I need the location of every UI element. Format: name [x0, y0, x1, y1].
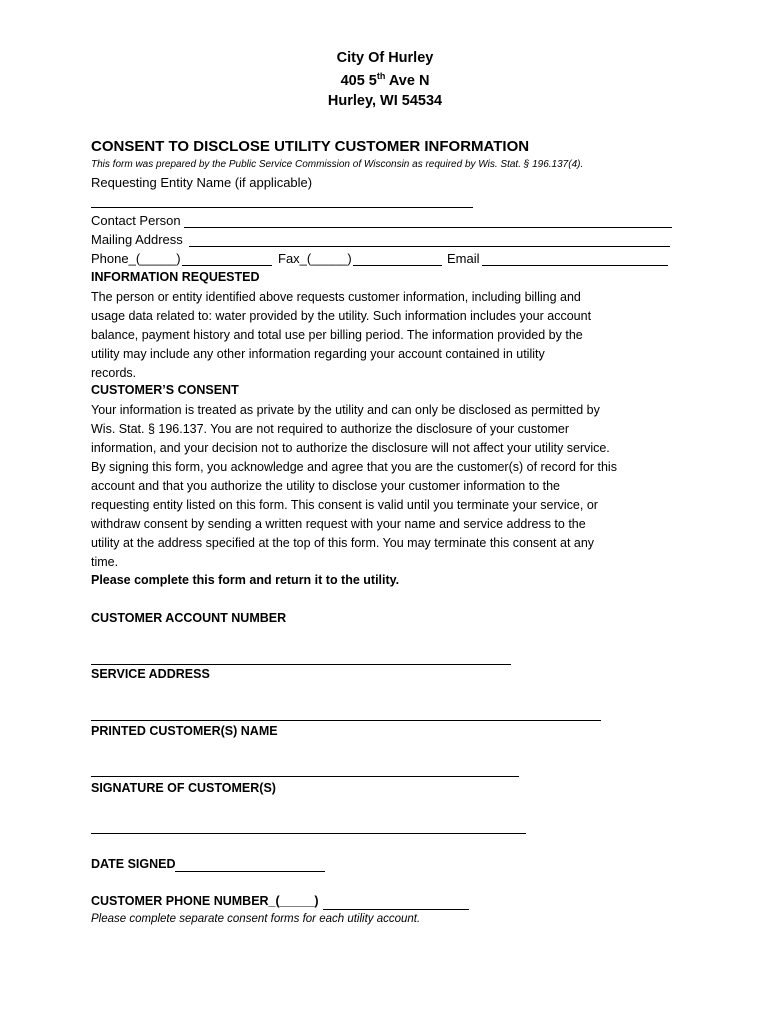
service-address-line[interactable]	[91, 720, 601, 721]
date-signed-line[interactable]	[175, 871, 325, 872]
contact-person-line[interactable]	[184, 227, 672, 228]
info-requested-text: The person or entity identified above requests customer information, including billing and usage data related to: water provided by the utility. Such information includes your account balance, payment history and total use per billing period. The information provided by the utility may include any other information regarding your account contained in utility records.	[91, 290, 592, 380]
consent-text: Your information is treated as private by the utility and can only be disclosed as permitted by Wis. Stat. § 196.137. You are not required to authorize the disclosure of your customer information, and your decision not to authorize the disclosure will not affect your utility service. By signing this form, you acknowledge and agree that you are the customer(s) of record for this account and that you authorize the utility to disclose your customer information to the requesting entity listed on this form. This consent is valid until you terminate your service, or withdraw consent by sending a written request with your name and service address to the utility at the address specified at the top of this form. You may terminate this consent at any time.	[91, 403, 617, 569]
email-line[interactable]	[482, 265, 668, 266]
signature-line[interactable]	[91, 833, 526, 834]
email-label: Email	[447, 251, 480, 266]
mailing-address-label: Mailing Address	[91, 232, 183, 247]
phone-number-label: CUSTOMER PHONE NUMBER_(_____)	[91, 894, 319, 908]
printed-name-line[interactable]	[91, 776, 519, 777]
fax-label: Fax_(_____)	[278, 251, 352, 266]
fax-line[interactable]	[353, 265, 442, 266]
info-requested-heading: INFORMATION REQUESTED	[91, 270, 260, 284]
account-number-line[interactable]	[91, 664, 511, 665]
service-address-label: SERVICE ADDRESS	[91, 667, 210, 681]
signature-label: SIGNATURE OF CUSTOMER(S)	[91, 781, 276, 795]
consent-heading: CUSTOMER’S CONSENT	[91, 383, 239, 397]
street-address: 405 5th Ave N	[340, 71, 430, 89]
form-subtitle: This form was prepared by the Public Service Commission of Wisconsin as required by Wis. Stat. § 196.137(4).	[91, 159, 584, 170]
city-name: City Of Hurley	[336, 50, 434, 66]
phone-label: Phone_(_____)	[91, 251, 181, 266]
city-state-zip: Hurley, WI 54534	[327, 93, 443, 109]
date-signed-label: DATE SIGNED	[91, 857, 176, 871]
printed-name-label: PRINTED CUSTOMER(S) NAME	[91, 724, 278, 738]
requesting-entity-line[interactable]	[91, 207, 473, 208]
return-instruction: Please complete this form and return it to the utility.	[91, 573, 400, 587]
contact-person-label: Contact Person	[91, 213, 181, 228]
footer-note: Please complete separate consent forms for each utility account.	[91, 913, 421, 925]
form-title: CONSENT TO DISCLOSE UTILITY CUSTOMER INFORMATION	[91, 138, 530, 155]
phone-line[interactable]	[182, 265, 272, 266]
phone-number-line[interactable]	[323, 909, 469, 910]
mailing-address-line[interactable]	[189, 246, 670, 247]
requesting-entity-label: Requesting Entity Name (if applicable)	[91, 175, 313, 190]
account-number-label: CUSTOMER ACCOUNT NUMBER	[91, 611, 287, 625]
